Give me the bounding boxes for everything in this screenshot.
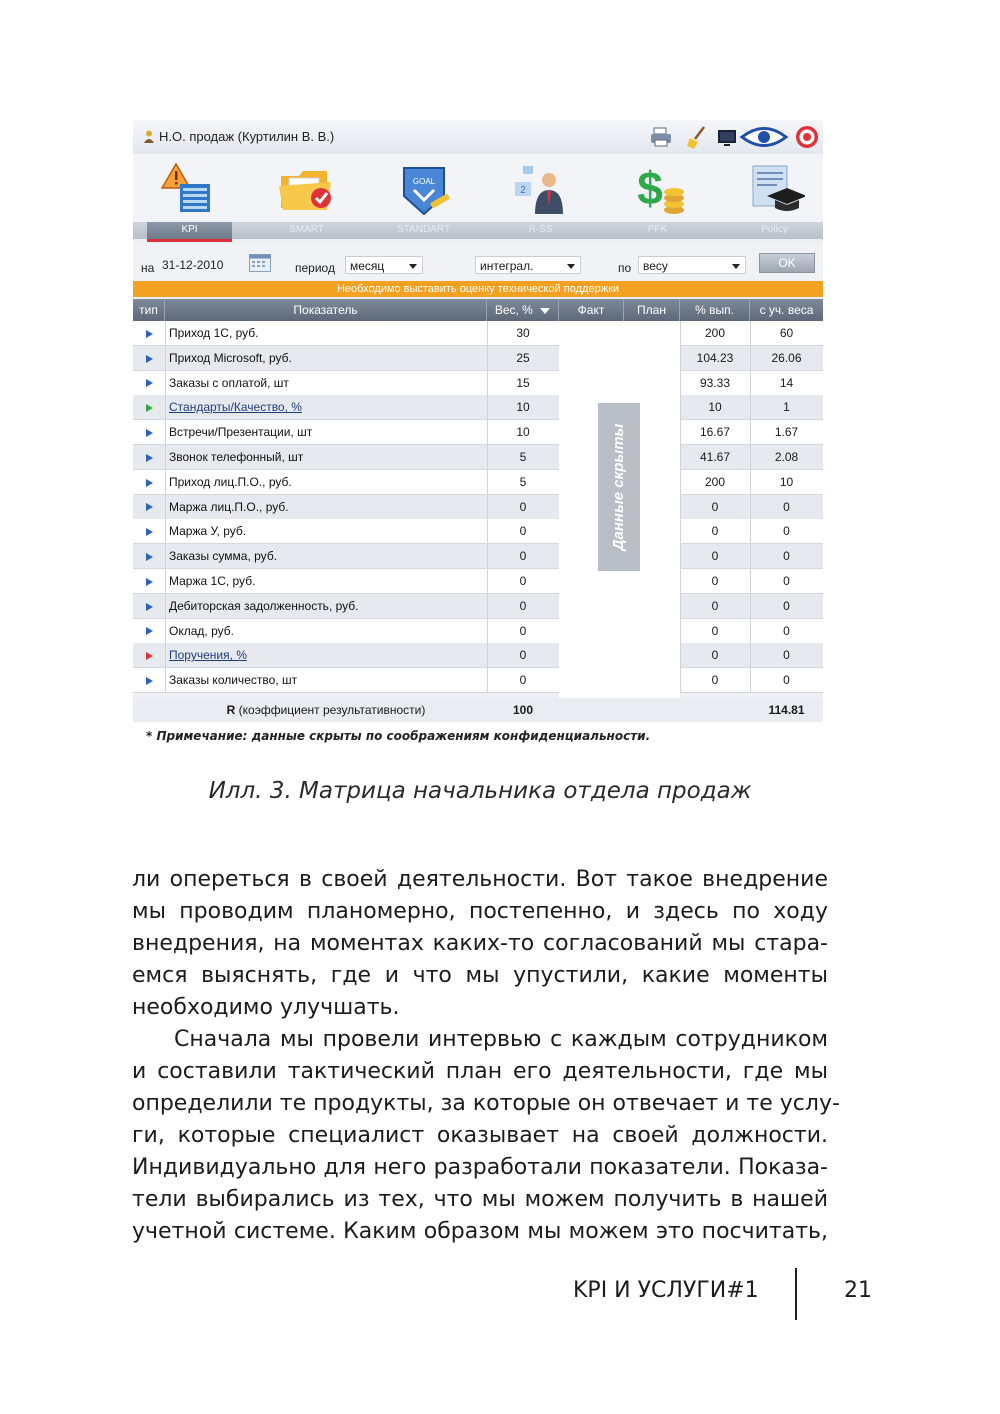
column-separator <box>165 544 166 568</box>
column-separator <box>750 668 751 692</box>
column-separator <box>680 668 681 692</box>
play-marker-icon <box>146 677 153 685</box>
play-marker-icon <box>146 379 153 387</box>
column-separator <box>165 643 166 667</box>
column-separator <box>680 569 681 593</box>
column-separator <box>680 445 681 469</box>
module-pfk[interactable] <box>601 156 711 224</box>
column-separator <box>165 594 166 618</box>
weight-value: 0 <box>519 574 527 588</box>
weight-value: 25 <box>516 350 530 365</box>
active-tab-indicator <box>147 239 232 242</box>
col-pct[interactable]: % вып. <box>680 299 750 321</box>
indicator-name: Звонок телефонный, шт <box>169 450 304 464</box>
user-icon <box>144 130 154 143</box>
column-separator <box>487 445 488 469</box>
table-row[interactable] <box>133 470 823 495</box>
column-separator <box>487 371 488 395</box>
module-policy[interactable] <box>718 156 823 224</box>
play-marker-icon <box>146 578 153 586</box>
eye-icon[interactable] <box>739 124 789 150</box>
column-separator <box>680 470 681 494</box>
weighted-value: 1 <box>783 400 790 415</box>
table-row[interactable] <box>133 395 823 420</box>
column-separator <box>487 346 488 370</box>
table-row[interactable] <box>133 643 823 668</box>
kpi-warning-icon <box>160 160 220 220</box>
row-type-marker <box>133 395 165 419</box>
column-separator <box>165 519 166 543</box>
completion-pct: 200 <box>704 474 726 489</box>
col-type[interactable]: тип <box>133 299 165 321</box>
table-row[interactable] <box>133 544 823 569</box>
weight-value: 0 <box>519 524 527 539</box>
svg-text:2: 2 <box>520 185 526 196</box>
column-separator <box>487 643 488 667</box>
tab-smart[interactable]: SMART <box>289 224 324 235</box>
row-type-marker <box>133 619 165 643</box>
play-marker-icon <box>146 553 153 561</box>
indicator-name: Приход лиц.П.О., руб. <box>169 474 292 489</box>
body-line: ги, которые специалист оказывает на своей должности. <box>132 1123 828 1148</box>
column-separator <box>680 519 681 543</box>
play-marker-icon <box>146 503 153 511</box>
module-standart[interactable] <box>367 156 477 224</box>
play-marker-icon <box>146 627 153 635</box>
weighted-value: 14 <box>779 375 794 390</box>
column-separator <box>750 470 751 494</box>
column-separator <box>680 544 681 568</box>
play-marker-icon <box>146 330 153 338</box>
column-separator <box>165 420 166 444</box>
total-label-bold: R <box>226 703 236 717</box>
column-separator <box>750 569 751 593</box>
hidden-data-badge <box>598 403 640 571</box>
weighted-value: 0 <box>783 524 790 539</box>
weight-value: 0 <box>519 549 527 564</box>
column-separator <box>165 321 166 345</box>
completion-pct: 200 <box>704 326 726 340</box>
by-select[interactable] <box>638 256 746 274</box>
column-separator <box>165 495 166 519</box>
col-weight-label: Вес, % <box>494 303 533 317</box>
date-label: на <box>141 261 155 275</box>
weighted-value: 10 <box>779 474 794 489</box>
body-line: Сначала мы провели интервью с каждым сотрудником <box>174 1027 828 1052</box>
completion-pct: 0 <box>711 648 719 663</box>
target-icon[interactable] <box>794 124 820 150</box>
body-line: учетной системе. Каким образом мы можем это посчитать, <box>132 1219 828 1244</box>
monitor-icon[interactable] <box>714 124 740 150</box>
column-separator <box>680 643 681 667</box>
col-weight[interactable] <box>487 299 559 321</box>
row-type-marker <box>133 420 165 444</box>
indicator-name: Встречи/Презентации, шт <box>169 425 313 440</box>
period-label: период <box>295 261 335 275</box>
table-row[interactable] <box>133 445 823 470</box>
total-pw: 114.81 <box>768 703 805 717</box>
body-line: емся выяснять, где и что мы упустили, какие моменты <box>132 963 828 988</box>
indicator-name: Маржа лиц.П.О., руб. <box>169 499 289 514</box>
tab-kpi[interactable]: KPI <box>147 222 232 239</box>
tab-policy[interactable]: Policy <box>761 224 788 235</box>
total-label-rest: (коэффициент результативности) <box>238 703 426 717</box>
table-row[interactable] <box>133 569 823 594</box>
column-separator <box>165 619 166 643</box>
weighted-value: 0 <box>783 598 790 613</box>
indicator-name: Дебиторская задолженность, руб. <box>169 598 359 613</box>
weighted-value: 26.06 <box>771 350 802 365</box>
indicator-name: Заказы количество, шт <box>169 673 298 688</box>
total-label <box>165 698 487 722</box>
column-separator <box>487 470 488 494</box>
indicator-name: Маржа 1С, руб. <box>169 574 256 588</box>
completion-pct: 41.67 <box>699 450 731 464</box>
ok-button[interactable]: OK <box>759 253 815 273</box>
mode-select-value: интеграл. <box>480 259 534 273</box>
kpi-app-screenshot <box>133 120 823 722</box>
column-separator <box>680 346 681 370</box>
column-separator <box>487 495 488 519</box>
weight-value: 10 <box>516 400 530 415</box>
weighted-value: 2.08 <box>774 450 799 464</box>
row-type-marker <box>133 495 165 519</box>
indicator-name[interactable]: Поручения, % <box>169 648 247 663</box>
completion-pct: 104.23 <box>696 350 734 365</box>
completion-pct: 0 <box>711 574 719 588</box>
row-type-marker <box>133 519 165 543</box>
total-row <box>133 698 823 722</box>
weight-value: 0 <box>519 648 527 663</box>
body-line: тели выбирались из тех, что мы можем получить в нашей <box>132 1187 828 1212</box>
org-structure-icon <box>511 160 571 220</box>
column-separator <box>680 594 681 618</box>
total-weight: 100 <box>512 703 534 717</box>
weight-value: 0 <box>519 499 527 514</box>
tab-standart[interactable]: STANDART <box>397 224 450 235</box>
completion-pct: 0 <box>711 524 719 539</box>
column-separator <box>750 594 751 618</box>
body-paragraph-2 <box>132 1024 840 1248</box>
column-separator <box>750 619 751 643</box>
indicator-name[interactable]: Стандарты/Качество, % <box>169 400 302 415</box>
play-marker-icon <box>146 528 153 536</box>
filter-bar <box>133 244 823 280</box>
column-separator <box>750 495 751 519</box>
body-line: и составили тактический план его деятельности, где мы <box>132 1059 828 1084</box>
weight-value: 30 <box>516 326 530 340</box>
body-line: внедрения, на моментах каких-то согласований мы стара- <box>132 931 828 956</box>
column-separator <box>487 594 488 618</box>
calendar-icon[interactable] <box>249 254 271 272</box>
chevron-down-icon <box>409 264 417 269</box>
completion-pct: 93.33 <box>699 375 731 390</box>
sort-desc-icon <box>540 308 550 314</box>
column-separator <box>750 346 751 370</box>
row-type-marker <box>133 470 165 494</box>
col-pw[interactable]: с уч. веса <box>759 303 814 317</box>
completion-pct: 0 <box>711 598 719 613</box>
by-select-value: весу <box>643 259 668 273</box>
tab-rss[interactable]: R-SS <box>528 224 553 235</box>
weighted-value: 0 <box>783 648 790 663</box>
column-separator <box>680 371 681 395</box>
weight-value: 15 <box>516 375 530 390</box>
col-plan[interactable]: План <box>624 299 680 321</box>
play-marker-icon <box>146 429 153 437</box>
row-type-marker <box>133 346 165 370</box>
completion-pct: 0 <box>711 673 719 688</box>
table-row[interactable] <box>133 495 823 520</box>
table-row[interactable] <box>133 619 823 644</box>
col-indicator[interactable]: Показатель <box>165 299 487 321</box>
row-type-marker <box>133 445 165 469</box>
completion-pct: 10 <box>708 400 722 415</box>
indicator-name: Приход 1С, руб. <box>169 326 259 340</box>
policy-graduation-icon <box>745 160 805 220</box>
column-separator <box>165 371 166 395</box>
date-value[interactable]: 31-12-2010 <box>162 258 224 272</box>
body-line: ли опереться в своей деятельности. Вот такое внедрение <box>132 867 828 892</box>
column-separator <box>750 321 751 345</box>
column-separator <box>750 643 751 667</box>
body-line: определили те продукты, за которые он отвечает и те услу- <box>132 1091 840 1116</box>
row-type-marker <box>133 594 165 618</box>
row-type-marker <box>133 643 165 667</box>
module-rss[interactable] <box>484 156 594 224</box>
weighted-value: 0 <box>783 499 790 514</box>
completion-pct: 0 <box>711 499 719 514</box>
table-header <box>133 299 823 321</box>
column-separator <box>165 470 166 494</box>
hidden-data-label: Данные скрыты <box>610 423 627 551</box>
play-marker-icon <box>146 454 153 462</box>
notice-banner: Необходимо выставить оценку технической поддержки <box>133 281 823 297</box>
body-line: мы проводим планомерно, постепенно, и здесь по ходу <box>132 899 828 924</box>
table-row[interactable] <box>133 668 823 693</box>
table-row[interactable] <box>133 346 823 371</box>
column-separator <box>165 668 166 692</box>
weight-value: 0 <box>519 673 527 688</box>
weighted-value: 1.67 <box>774 425 799 440</box>
column-separator <box>750 395 751 419</box>
col-fact[interactable]: Факт <box>559 299 624 321</box>
tab-pfk[interactable]: PFK <box>647 224 668 235</box>
column-separator <box>750 445 751 469</box>
column-separator <box>680 395 681 419</box>
column-separator <box>680 619 681 643</box>
weighted-value: 0 <box>783 623 790 638</box>
weighted-value: 60 <box>779 326 794 340</box>
column-separator <box>487 519 488 543</box>
module-bar <box>133 154 823 226</box>
page-number: 21 <box>844 1278 872 1303</box>
period-select-value: месяц <box>350 259 385 273</box>
weight-value: 0 <box>519 623 527 638</box>
column-separator <box>487 321 488 345</box>
play-marker-icon <box>146 652 153 660</box>
weighted-value: 0 <box>783 574 790 588</box>
table-row[interactable] <box>133 321 823 346</box>
svg-text:$: $ <box>637 162 663 214</box>
row-type-marker <box>133 668 165 692</box>
module-smart[interactable] <box>250 156 360 224</box>
body-line: необходимо улучшать. <box>132 995 400 1020</box>
column-separator <box>165 395 166 419</box>
module-kpi[interactable] <box>133 156 243 224</box>
period-select[interactable] <box>345 256 423 274</box>
indicator-name: Заказы с оплатой, шт <box>169 375 289 390</box>
completion-pct: 0 <box>711 549 719 564</box>
column-separator <box>680 321 681 345</box>
chevron-down-icon <box>567 264 575 269</box>
row-type-marker <box>133 544 165 568</box>
column-separator <box>680 495 681 519</box>
column-separator <box>680 420 681 444</box>
column-separator <box>487 420 488 444</box>
weighted-value: 0 <box>783 673 790 688</box>
column-separator <box>487 668 488 692</box>
indicator-name: Оклад, руб. <box>169 623 234 638</box>
chevron-down-icon <box>732 264 740 269</box>
title-bar <box>133 120 823 154</box>
footer-divider <box>795 1268 797 1320</box>
mode-select[interactable] <box>475 256 581 274</box>
table-row[interactable] <box>133 420 823 445</box>
completion-pct: 0 <box>711 623 719 638</box>
confidentiality-note: * Примечание: данные скрыты по соображениям конфиденциальности. <box>146 729 651 743</box>
play-marker-icon <box>146 479 153 487</box>
body-paragraph-1 <box>132 864 828 1024</box>
column-separator <box>750 420 751 444</box>
column-separator <box>165 346 166 370</box>
window-title: Н.О. продаж (Куртилин В. В.) <box>159 129 335 144</box>
completion-pct: 16.67 <box>699 425 731 440</box>
play-marker-icon <box>146 603 153 611</box>
module-tabs <box>133 222 823 239</box>
play-marker-icon <box>146 404 153 412</box>
weight-value: 0 <box>519 598 527 613</box>
weighted-value: 0 <box>783 549 790 564</box>
figure-caption: Илл. 3. Матрица начальника отдела продаж <box>208 778 752 804</box>
column-separator <box>487 395 488 419</box>
play-marker-icon <box>146 355 153 363</box>
column-separator <box>165 445 166 469</box>
weight-value: 5 <box>519 474 527 489</box>
svg-text:GOAL: GOAL <box>412 177 436 186</box>
table-row[interactable] <box>133 519 823 544</box>
print-icon[interactable] <box>648 124 674 150</box>
column-separator <box>750 519 751 543</box>
row-type-marker <box>133 569 165 593</box>
dollar-coins-icon <box>628 160 688 220</box>
column-separator <box>487 619 488 643</box>
broom-icon[interactable] <box>684 124 710 150</box>
table-row[interactable] <box>133 594 823 619</box>
row-type-marker <box>133 371 165 395</box>
column-separator <box>750 371 751 395</box>
body-line: Индивидуально для него разработали показатели. Показа- <box>132 1155 828 1180</box>
column-separator <box>487 544 488 568</box>
table-row[interactable] <box>133 371 823 396</box>
by-label: по <box>618 261 632 275</box>
weight-value: 10 <box>516 425 530 440</box>
row-type-marker <box>133 321 165 345</box>
goal-badge-icon <box>394 160 454 220</box>
folder-icon <box>277 160 337 220</box>
column-separator <box>165 569 166 593</box>
indicator-name: Приход Microsoft, руб. <box>169 350 292 365</box>
column-separator <box>487 569 488 593</box>
indicator-name: Заказы сумма, руб. <box>169 549 278 564</box>
running-footer-title: KPI И УСЛУГИ#1 <box>573 1278 759 1303</box>
column-separator <box>750 544 751 568</box>
indicator-name: Маржа У, руб. <box>169 524 247 539</box>
weight-value: 5 <box>519 450 527 464</box>
